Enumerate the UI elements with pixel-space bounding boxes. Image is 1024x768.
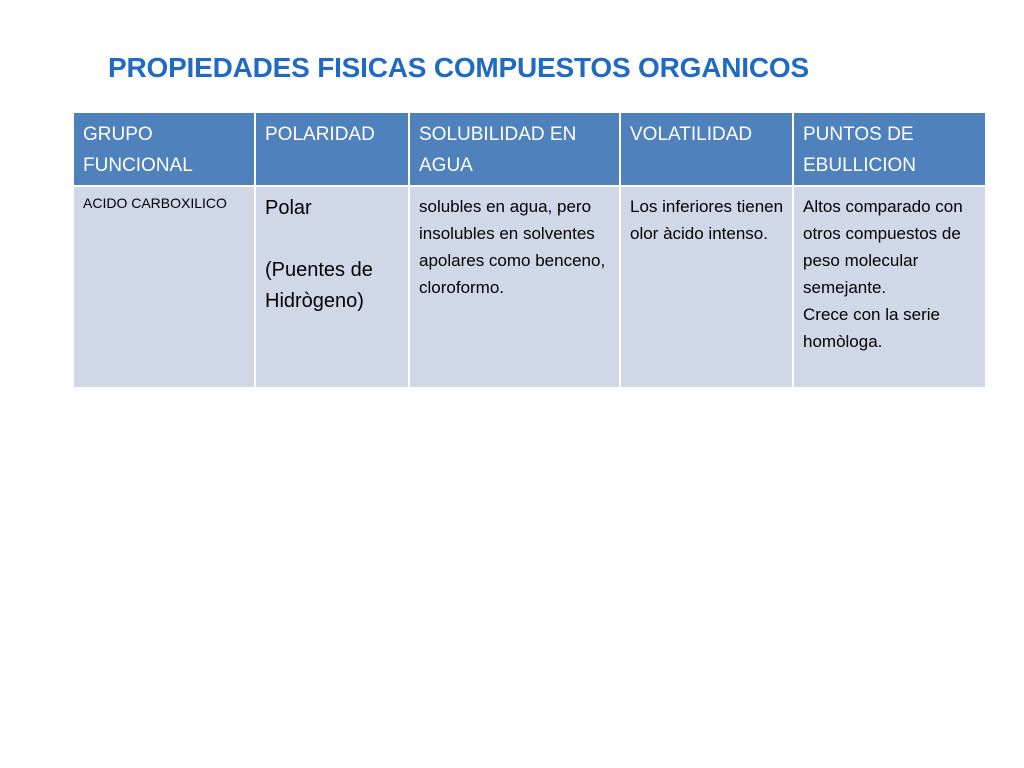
cell-grupo-funcional: ACIDO CARBOXILICO bbox=[73, 186, 255, 388]
header-grupo-funcional: GRUPO FUNCIONAL bbox=[73, 112, 255, 186]
polaridad-main: Polar bbox=[265, 197, 312, 219]
polaridad-detail: (Puentes de Hidrògeno) bbox=[265, 259, 373, 312]
table-row bbox=[73, 186, 986, 388]
cell-polaridad bbox=[255, 186, 409, 388]
slide-title: PROPIEDADES FISICAS COMPUESTOS ORGANICOS bbox=[108, 52, 809, 83]
cell-solubilidad: solubles en agua, pero insolubles en solventes apolares como benceno, cloroformo. bbox=[409, 186, 620, 388]
ebullicion-line-1: Altos comparado con otros compuestos de peso molecular semejante. bbox=[803, 197, 963, 297]
header-volatilidad: VOLATILIDAD bbox=[620, 112, 793, 186]
properties-table bbox=[72, 111, 987, 389]
header-puntos-ebullicion: PUNTOS DE EBULLICION bbox=[793, 112, 986, 186]
polaridad-spacer bbox=[265, 224, 400, 255]
cell-puntos-ebullicion bbox=[793, 186, 986, 388]
header-solubilidad: SOLUBILIDAD EN AGUA bbox=[409, 112, 620, 186]
cell-volatilidad: Los inferiores tienen olor àcido intenso. bbox=[620, 186, 793, 388]
ebullicion-line-2: Crece con la serie homòloga. bbox=[803, 305, 941, 351]
header-polaridad: POLARIDAD bbox=[255, 112, 409, 186]
table-header-row bbox=[73, 112, 986, 186]
